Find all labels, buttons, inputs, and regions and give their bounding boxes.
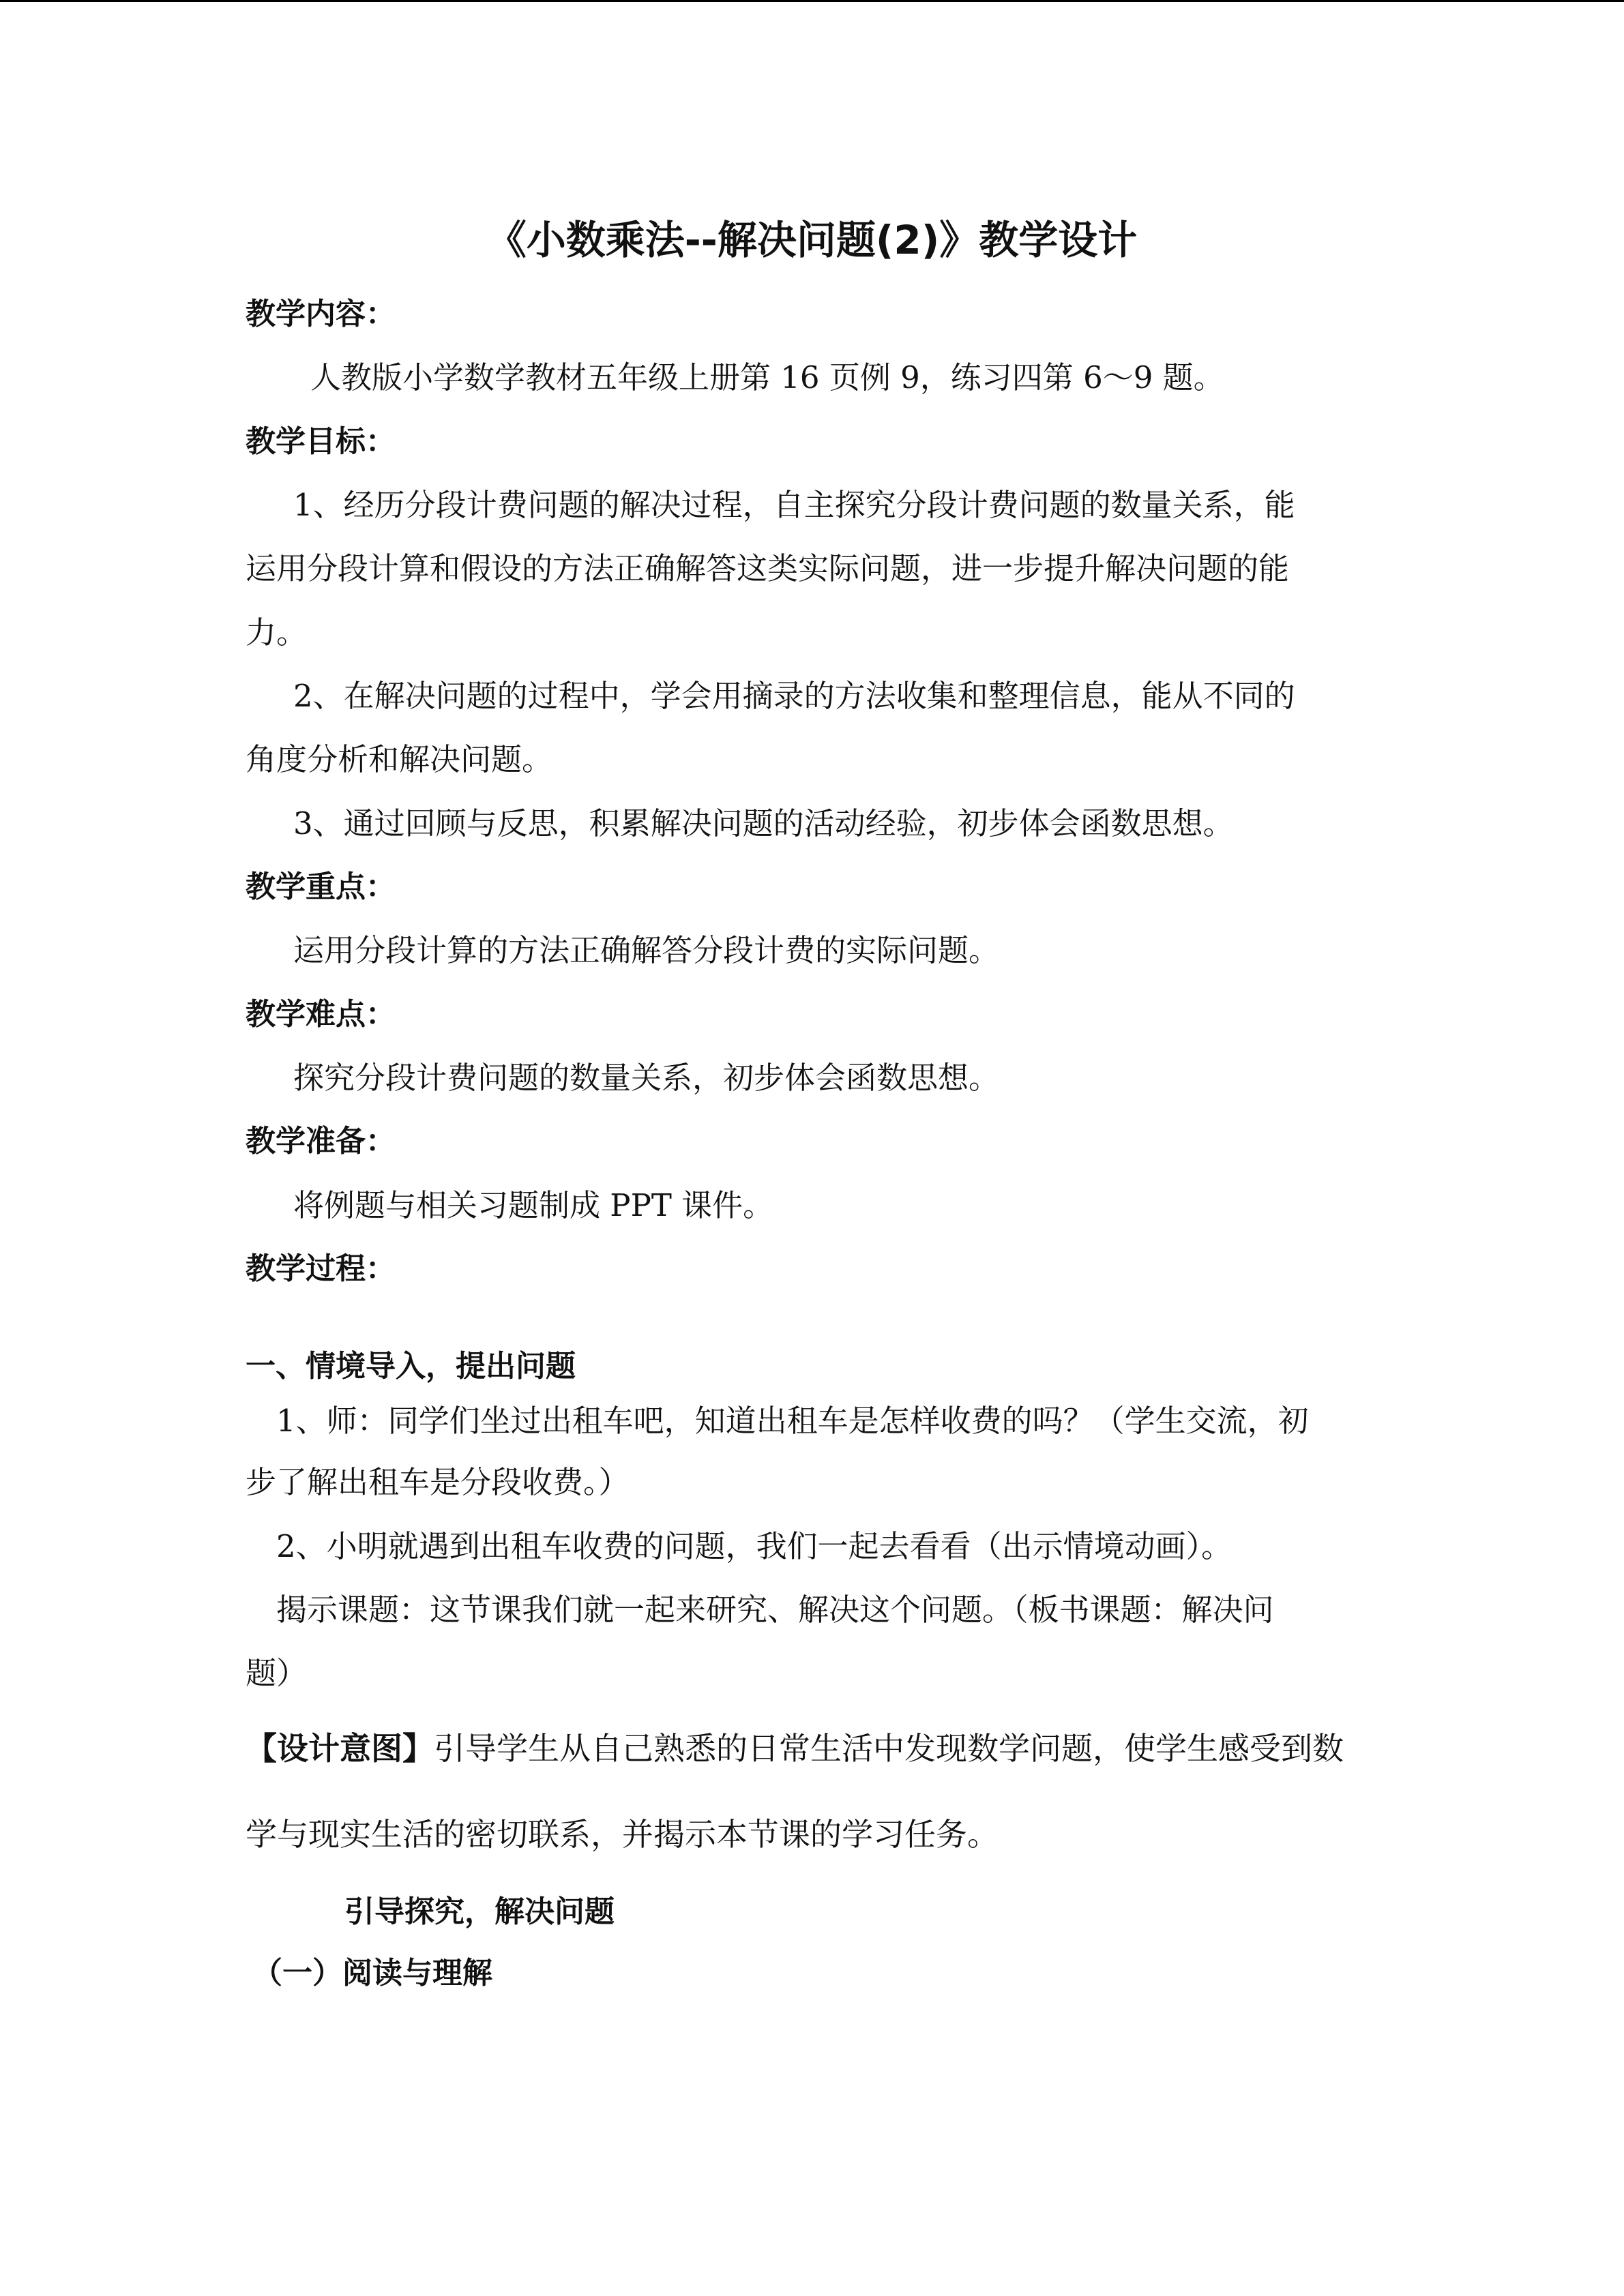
- goal-3: 3、通过回顾与反思，积累解决问题的活动经验，初步体会函数思想。: [293, 805, 1234, 841]
- goals-heading: 教学目标：: [246, 424, 396, 459]
- part-2-sub-1: （一）阅读与理解: [252, 1956, 492, 1991]
- difficulty-heading: 教学难点：: [246, 997, 396, 1032]
- goal-1-line-3: 力。: [246, 614, 308, 651]
- part-1-item-2: 2、小明就遇到出租车收费的问题，我们一起去看看（出示情境动画）。: [276, 1528, 1232, 1564]
- preparation-heading: 教学准备：: [246, 1124, 396, 1159]
- part-1-item-1-line-1: 1、师：同学们坐过出租车吧，知道出租车是怎样收费的吗？（学生交流，初: [276, 1403, 1309, 1439]
- key-point-text: 运用分段计算的方法正确解答分段计费的实际问题。: [293, 932, 1000, 968]
- reveal-line-1: 揭示课题：这节课我们就一起来研究、解决这个问题。（板书课题：解决问: [276, 1592, 1274, 1628]
- design-intent-line-1: [246, 1729, 1344, 1768]
- preparation-text: 将例题与相关习题制成 PPT 课件。: [293, 1187, 774, 1223]
- key-point-heading: 教学重点：: [246, 869, 396, 904]
- difficulty-text: 探究分段计费问题的数量关系，初步体会函数思想。: [293, 1060, 1000, 1096]
- part-1-heading: 一、情境导入，提出问题: [246, 1349, 576, 1384]
- design-intent-line-2: 学与现实生活的密切联系，并揭示本节课的学习任务。: [246, 1816, 999, 1853]
- part-1-item-1-line-2: 步了解出租车是分段收费。）: [246, 1464, 630, 1500]
- goal-1-line-1: 1、经历分段计费问题的解决过程，自主探究分段计费问题的数量关系，能: [293, 487, 1295, 523]
- part-2-heading: 引导探究，解决问题: [344, 1894, 615, 1929]
- content-text: 人教版小学数学教材五年级上册第 16 页例 9，练习四第 6～9 题。: [310, 359, 1224, 396]
- reveal-line-2: 题）: [246, 1655, 308, 1691]
- content-heading: 教学内容：: [246, 297, 396, 331]
- goal-2-line-1: 2、在解决问题的过程中，学会用摘录的方法收集和整理信息，能从不同的: [293, 678, 1295, 714]
- goal-2-line-2: 角度分析和解决问题。: [246, 741, 553, 777]
- design-intent-text-1: 引导学生从自己熟悉的日常生活中发现数学问题，使学生感受到数: [434, 1730, 1344, 1767]
- process-heading: 教学过程：: [246, 1251, 396, 1286]
- page-title: 《小数乘法--解决问题(2)》教学设计: [486, 217, 1138, 263]
- goal-1-line-2: 运用分段计算和假设的方法正确解答这类实际问题，进一步提升解决问题的能: [246, 550, 1290, 586]
- design-intent-label: 【设计意图】: [246, 1730, 434, 1767]
